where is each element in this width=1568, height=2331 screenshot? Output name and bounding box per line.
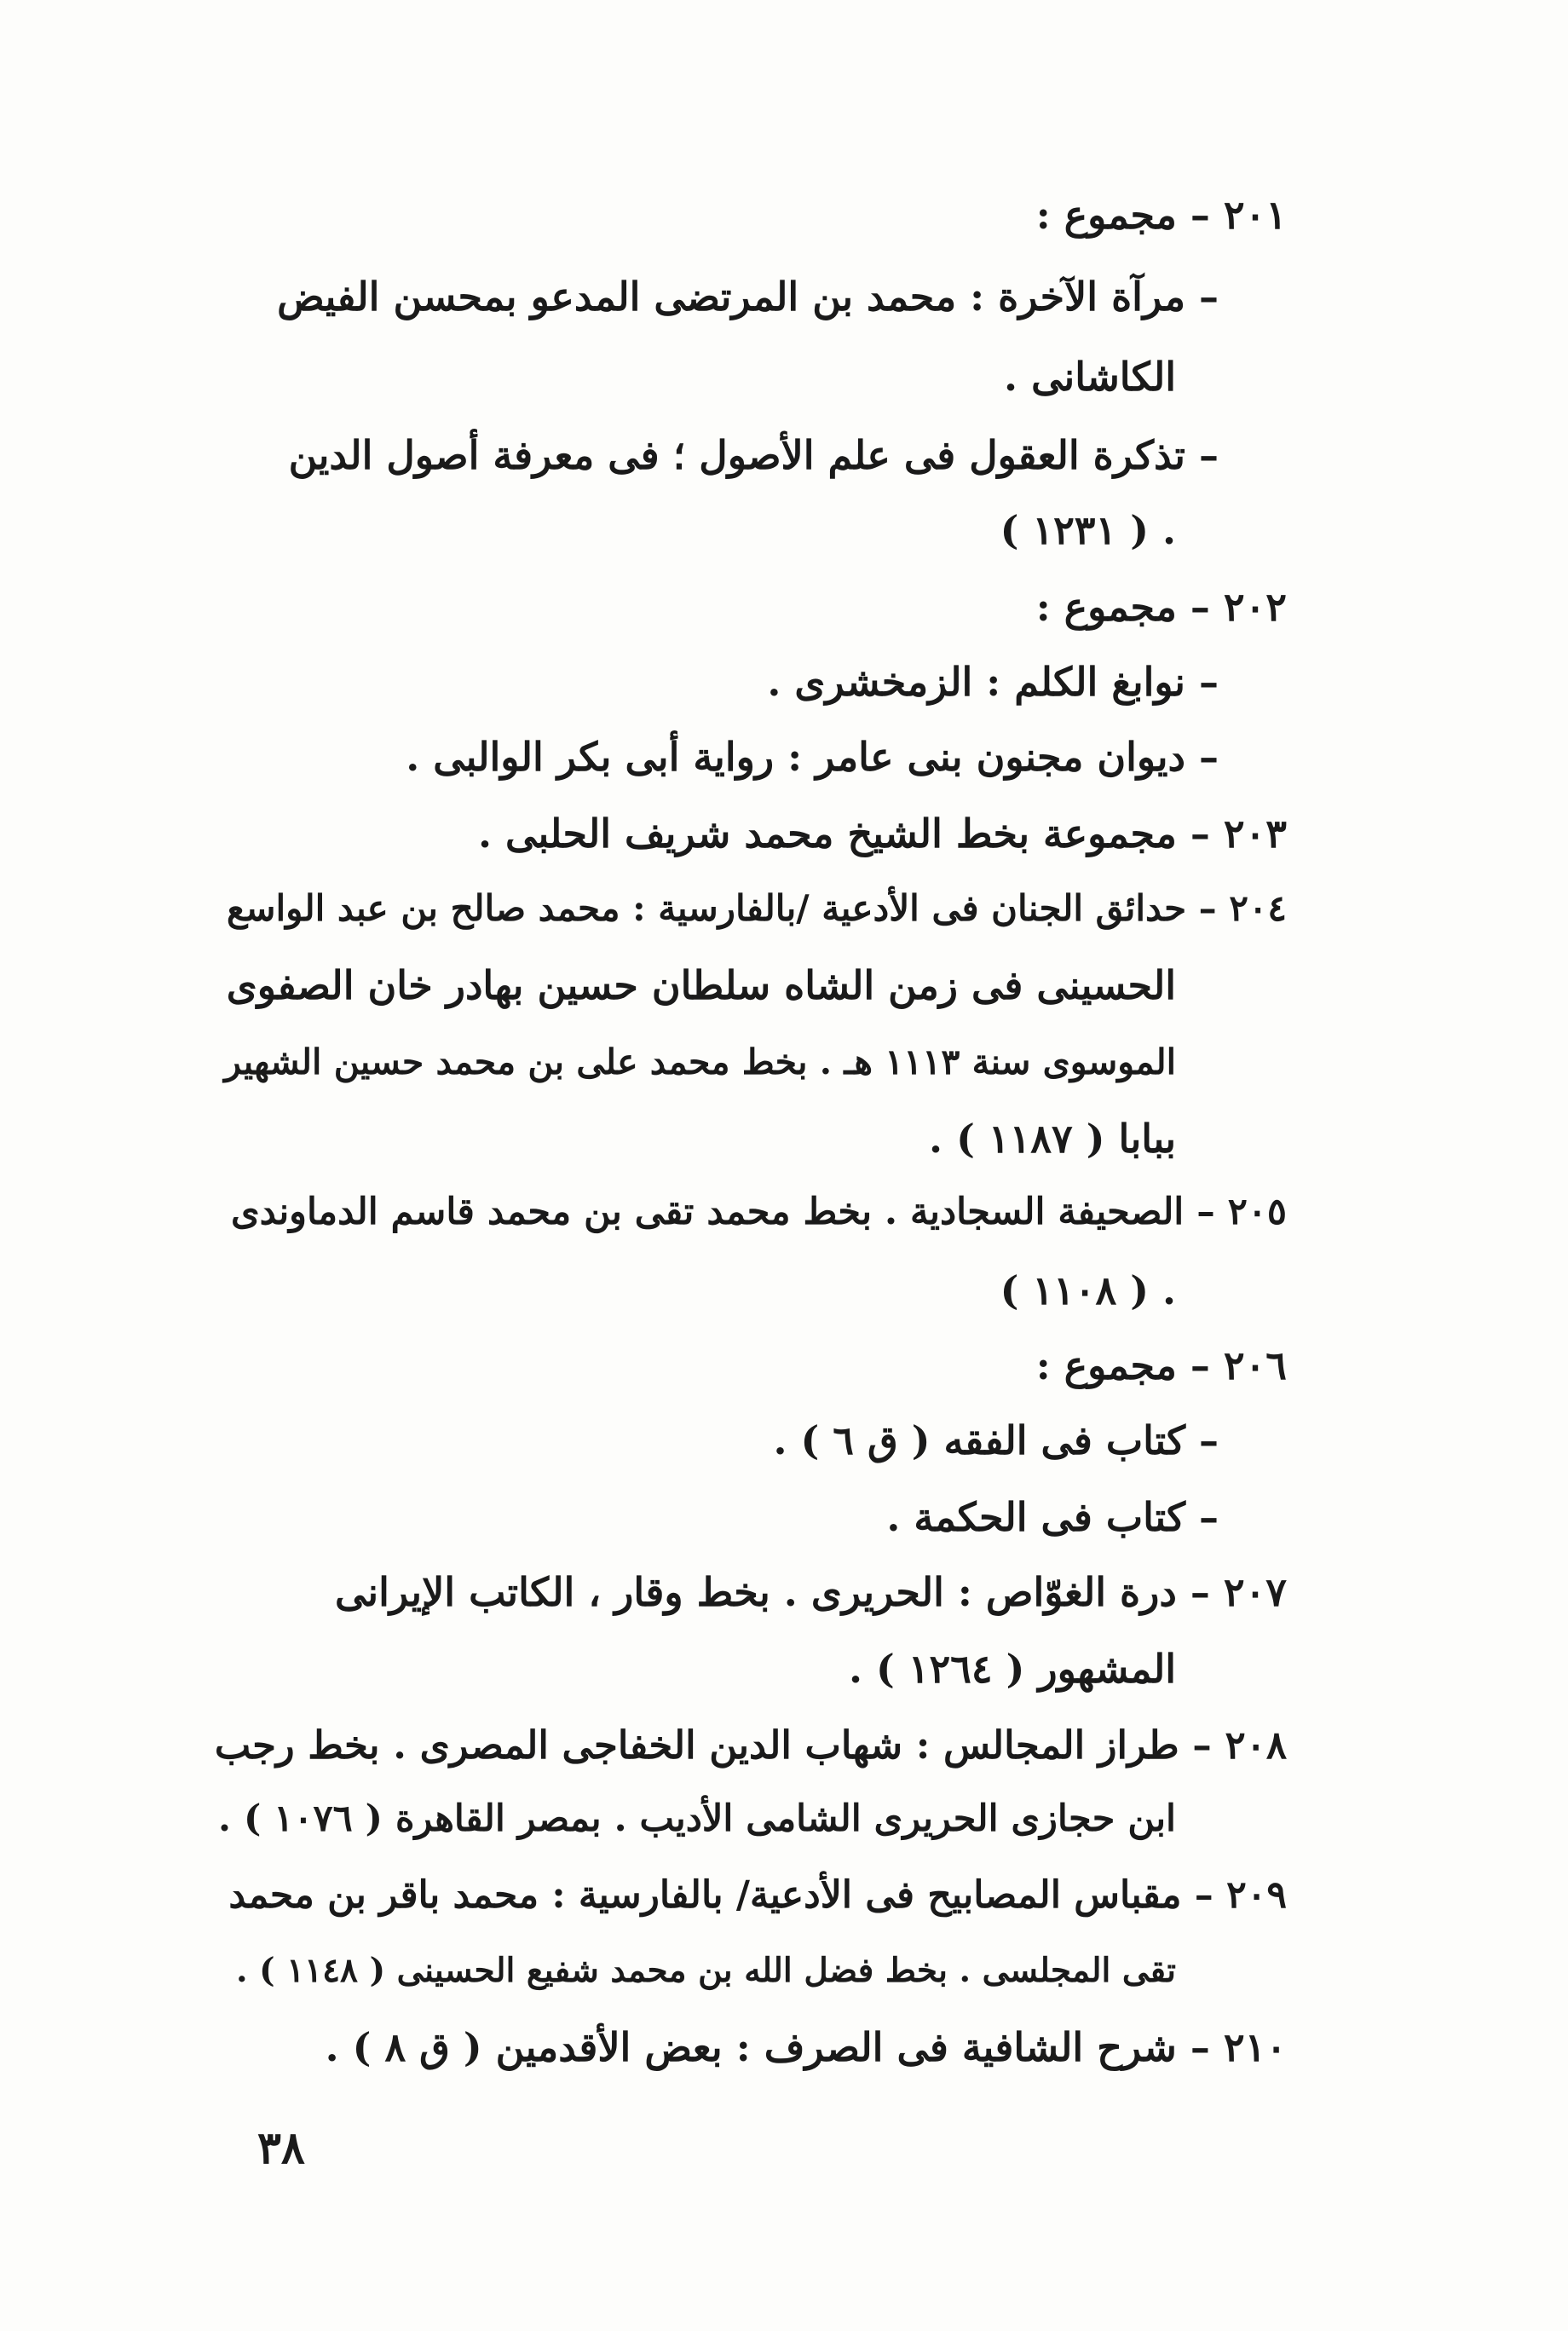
entry-201-heading: ٢٠١ – مجموع :	[1035, 192, 1287, 238]
entry-201-item-1-cont: الكاشانى .	[1004, 354, 1176, 400]
entry-209-cont: تقى المجلسى . بخط فضل الله بن محمد شفيع الحسينى ( ١١٤٨ ) .	[236, 1951, 1176, 1990]
entry-202-item-1: – نوابغ الكلم : الزمخشرى .	[767, 659, 1219, 705]
entry-201-item-2-cont: ( ١٢٣١ ) .	[1000, 507, 1176, 553]
entry-209: ٢٠٩ – مقباس المصابيح فى الأدعية/ بالفارسية : محمد باقر بن محمد	[228, 1873, 1287, 1917]
entry-206-heading: ٢٠٦ – مجموع :	[1035, 1342, 1287, 1388]
page-number: ٣٨	[257, 2122, 305, 2174]
entry-204-cont-3: ببابا ( ١١٨٧ ) .	[929, 1116, 1176, 1162]
entry-204-cont-1: الحسينى فى زمن الشاه سلطان حسين بهادر خان الصفوى	[226, 962, 1176, 1008]
entry-204-cont-2: الموسوى سنة ١١١٣ هـ . بخط محمد على بن محمد حسين الشهير	[224, 1041, 1176, 1082]
entry-206-item-1: – كتاب فى الفقه ( ق ٦ ) .	[773, 1417, 1219, 1463]
entry-206-item-2: – كتاب فى الحكمة .	[886, 1494, 1219, 1540]
entry-208: ٢٠٨ – طراز المجالس : شهاب الدين الخفاجى المصرى . بخط رجب	[214, 1722, 1287, 1768]
entry-205: ٢٠٥ – الصحيفة السجادية . بخط محمد تقى بن محمد قاسم الدماوندى	[230, 1191, 1287, 1233]
entry-202-heading: ٢٠٢ – مجموع :	[1035, 584, 1287, 630]
entry-204: ٢٠٤ – حدائق الجنان فى الأدعية /بالفارسية : محمد صالح بن عبد الواسع	[226, 887, 1287, 929]
entry-207: ٢٠٧ – درة الغوّاص : الحريرى . بخط وقار ، الكاتب الإيرانى	[334, 1569, 1287, 1615]
entry-203: ٢٠٣ – مجموعة بخط الشيخ محمد شريف الحلبى .	[478, 811, 1287, 857]
entry-205-cont: ( ١١٠٨ ) .	[1000, 1267, 1176, 1313]
entry-202-item-2: – ديوان مجنون بنى عامر : رواية أبى بكر الوالبى .	[406, 734, 1219, 780]
entry-210: ٢١٠ – شرح الشافية فى الصرف : بعض الأقدمين ( ق ٨ ) .	[325, 2024, 1287, 2070]
entry-207-cont: المشهور ( ١٢٦٤ ) .	[848, 1646, 1176, 1692]
entry-208-cont: ابن حجازى الحريرى الشامى الأديب . بمصر القاهرة ( ١٠٧٦ ) .	[218, 1797, 1176, 1840]
entry-201-item-1: – مرآة الآخرة : محمد بن المرتضى المدعو بمحسن الفيض	[277, 274, 1219, 320]
entry-201-item-2: – تذكرة العقول فى علم الأصول ؛ فى معرفة أصول الدين	[288, 432, 1219, 478]
